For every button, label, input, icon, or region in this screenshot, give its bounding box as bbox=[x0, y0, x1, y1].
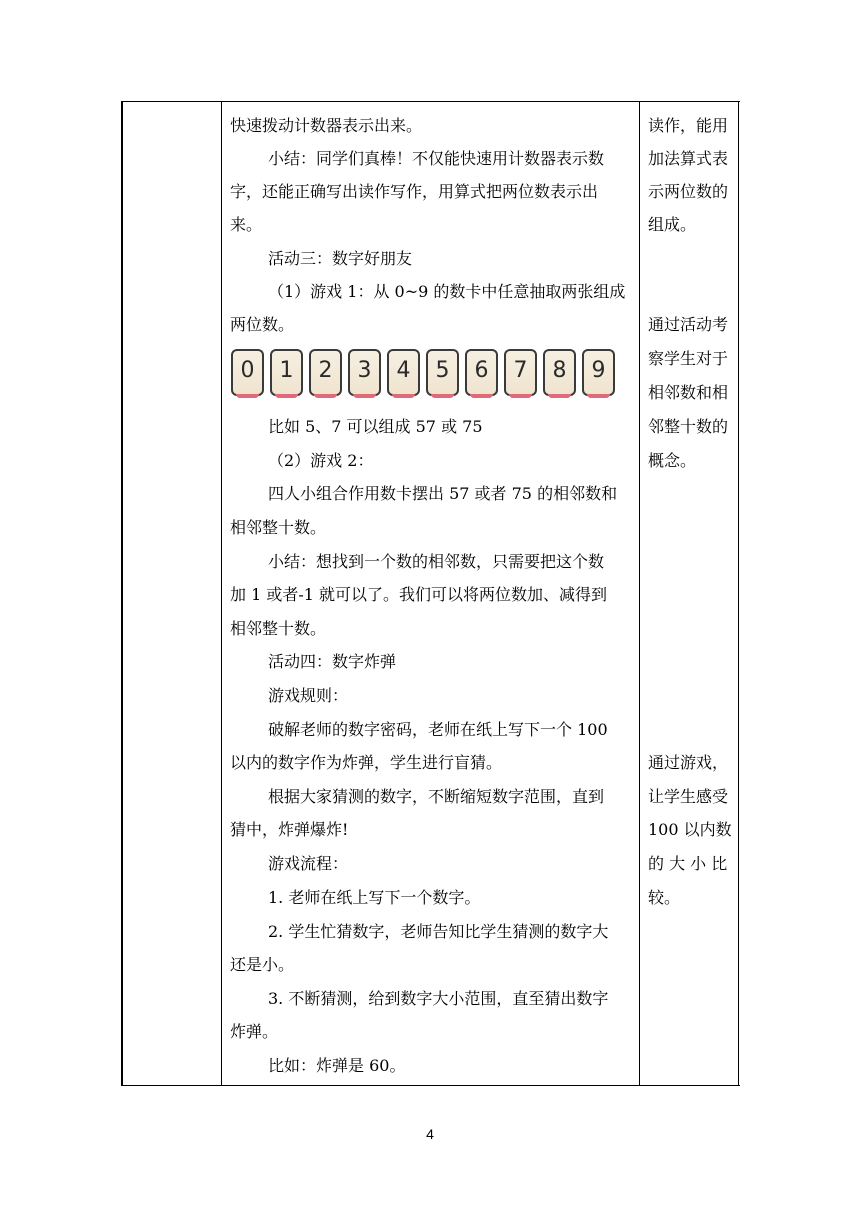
activity-text-line: （2）游戏 2： bbox=[268, 451, 374, 470]
number-card: 0 bbox=[231, 349, 264, 396]
activity-text-line: （1）游戏 1：从 0~9 的数卡中任意抽取两张组成 bbox=[268, 282, 626, 301]
activity-text-line: 2. 学生忙猜数字，老师告知比学生猜测的数字大 bbox=[268, 922, 609, 941]
number-card: 7 bbox=[504, 349, 537, 396]
activity-text-line: 1. 老师在纸上写下一个数字。 bbox=[268, 888, 481, 907]
number-card: 8 bbox=[543, 349, 576, 396]
purpose-text-line: 相邻数和相 bbox=[648, 383, 729, 402]
activity-text-line: 快速拨动计数器表示出来。 bbox=[230, 116, 423, 135]
purpose-text-line: 较。 bbox=[648, 888, 681, 907]
purpose-text-line: 组成。 bbox=[648, 215, 697, 234]
activity-text-line: 小结：想找到一个数的相邻数，只需要把这个数 bbox=[268, 552, 605, 571]
activity-text-line: 比如 5、7 可以组成 57 或 75 bbox=[268, 417, 483, 436]
activity-text-line: 游戏规则： bbox=[268, 686, 349, 705]
table-column-divider-1 bbox=[221, 102, 222, 1085]
purpose-text-line: 邻整十数的 bbox=[648, 417, 729, 436]
activity-text-line: 相邻整十数。 bbox=[230, 518, 327, 537]
purpose-text-line: 概念。 bbox=[648, 451, 697, 470]
activity-text-line: 两位数。 bbox=[230, 315, 295, 334]
purpose-text-line: 的 大 小 比 bbox=[648, 854, 728, 873]
activity-text-line: 3. 不断猜测，给到数字大小范围，直至猜出数字 bbox=[268, 989, 609, 1008]
activity-text-line: 根据大家猜测的数字，不断缩短数字范围，直到 bbox=[268, 787, 605, 806]
activity-text-line: 比如：炸弹是 60。 bbox=[268, 1056, 406, 1075]
number-card: 9 bbox=[582, 349, 615, 396]
activity-text-line: 炸弹。 bbox=[230, 1022, 279, 1041]
activity-text-line: 猜中，炸弹爆炸! bbox=[230, 820, 349, 839]
purpose-text-line: 通过活动考 bbox=[648, 315, 729, 334]
number-card: 6 bbox=[465, 349, 498, 396]
purpose-text-line: 察学生对于 bbox=[648, 349, 729, 368]
number-card: 1 bbox=[270, 349, 303, 396]
purpose-text-line: 读作，能用 bbox=[648, 116, 729, 135]
activity-text-line: 小结：同学们真棒！不仅能快速用计数器表示数 bbox=[268, 149, 605, 168]
purpose-text-line: 示两位数的 bbox=[648, 182, 729, 201]
purpose-text-line: 通过游戏， bbox=[648, 753, 729, 772]
activity-text-line: 游戏流程： bbox=[268, 854, 349, 873]
activity-text-line: 以内的数字作为炸弹，学生进行盲猜。 bbox=[230, 753, 503, 772]
number-card: 2 bbox=[309, 349, 342, 396]
number-card: 4 bbox=[387, 349, 420, 396]
activity-text-line: 相邻整十数。 bbox=[230, 619, 327, 638]
table-left-border bbox=[121, 102, 123, 1085]
purpose-text-line: 加法算式表 bbox=[648, 149, 729, 168]
purpose-text-line: 让学生感受 bbox=[648, 787, 729, 806]
activity-text-line: 加 1 或者-1 就可以了。我们可以将两位数加、减得到 bbox=[230, 585, 608, 604]
activity-text-line: 来。 bbox=[230, 215, 263, 234]
activity-text-line: 还是小。 bbox=[230, 955, 295, 974]
activity-text-line: 活动四：数字炸弹 bbox=[268, 652, 397, 671]
activity-text-line: 字，还能正确写出读作写作，用算式把两位数表示出 bbox=[230, 182, 599, 201]
number-card: 5 bbox=[426, 349, 459, 396]
activity-text-line: 破解老师的数字密码，老师在纸上写下一个 100 bbox=[268, 720, 608, 739]
activity-text-line: 四人小组合作用数卡摆出 57 或者 75 的相邻数和 bbox=[268, 484, 618, 503]
number-card: 3 bbox=[348, 349, 381, 396]
purpose-text-line: 100 以内数 bbox=[648, 820, 732, 839]
table-right-border bbox=[738, 102, 739, 1085]
page-number: 4 bbox=[426, 1126, 434, 1142]
table-column-divider-2 bbox=[639, 102, 640, 1085]
activity-text-line: 活动三：数字好朋友 bbox=[268, 249, 413, 268]
